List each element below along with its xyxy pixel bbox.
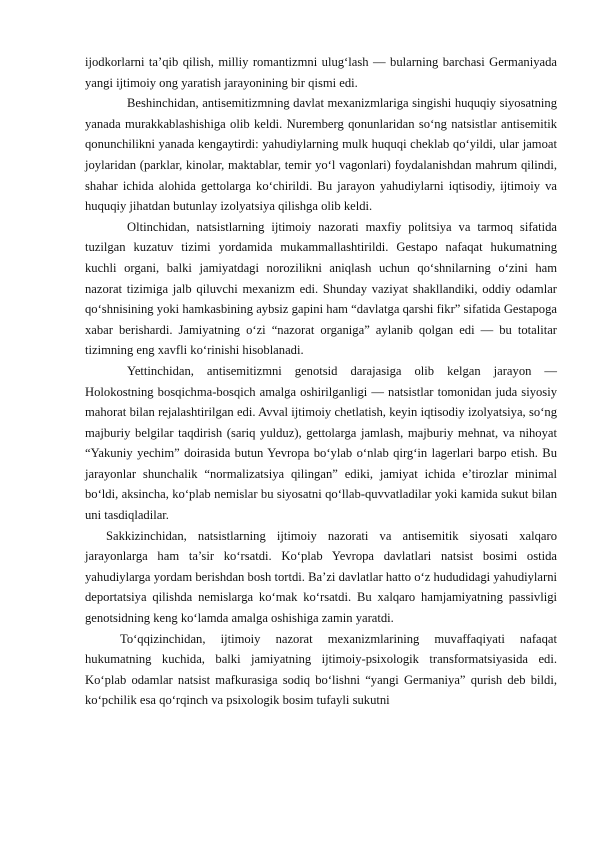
- paragraph-seventh: Yettinchidan, antisemitizmni genotsid darajasiga olib kelgan jarayon — Holokostning bosqichma-bosqich amalga oshirilganligi — natsistlar tomonidan juda siyosiy mahorat bilan rejalashtirilgan edi. Avval ijtimoiy chetlatish, keyin iqtisodiy izolyatsiya, so‘ng majburiy belgilar taqdirish (sariq yulduz), gettolarga jamlash, majburiy mehnat, va nihoyat “Yakuniy yechim” doirasida butun Yevropa bo‘ylab o‘nlab qirg‘in lagerlari barpo etish. Bu jarayonlar shunchalik “normalizatsiya qilingan” ediki, jamiyat ichida e’tirozlar minimal bo‘ldi, aksincha, ko‘plab nemislar bu siyosatni qo‘llab-quvvatladilar yoki kamida sukut bilan uni tasdiqladilar.: [85, 363, 557, 523]
- paragraph-sixth: Oltinchidan, natsistlarning ijtimoiy nazorati maxfiy politsiya va tarmoq sifatida tuzilgan kuzatuv tizimi yordamida mukammallashtirildi. Gestapo nafaqat hukumatning kuchli organi, balki jamiyatdagi norozilikni aniqlash uchun qo‘shnilarning o‘zini ham nazorat tizimiga jalb qiluvchi mexanizm edi. Shunday vaziyat shakllandiki, oddiy odamlar qo‘shnisining yoki hamkasbining aybsiz gapini ham “davlatga qarshi fikr” sifatida Gestapoga xabar berishardi. Jamiyatning o‘zi “nazorat organiga” aylanib qolgan edi — bu totalitar tizimning eng xavfli ko‘rinishi hisoblanadi.: [85, 219, 557, 358]
- paragraph-fifth: Beshinchidan, antisemitizmning davlat mexanizmlariga singishi huquqiy siyosatning yanada murakkablashishiga olib keldi. Nuremberg qonunlaridan so‘ng natsistlar antisemitik qonunchilikni yanada kengaytirdi: yahudiylarning mulk huquqi cheklab qo‘yildi, ular jamoat joylaridan (parklar, kinolar, maktablar, temir yo‘l vagonlari) foydalanishdan mahrum qilindi, shahar ichida alohida gettolarga ko‘chirildi. Bu jarayon yahudiylarni iqtisodiy, ijtimoiy va huquqiy jihatdan butunlay izolyatsiya qilishga olib keldi.: [85, 96, 557, 214]
- paragraph-continuation: ijodkorlarni ta’qib qilish, milliy romantizmni ulug‘lash — bularning barchasi Germaniyada yangi ijtimoiy ong yaratish jarayonining bir qismi edi.: [85, 55, 557, 90]
- paragraph-eighth: Sakkizinchidan, natsistlarning ijtimoiy nazorati va antisemitik siyosati xalqaro jarayonlarga ham ta’sir ko‘rsatdi. Ko‘plab Yevropa davlatlari natsist bosimi ostida yahudiylarga yordam berishdan bosh tortdi. Ba’zi davlatlar hatto o‘z hududidagi yahudiylarni deportatsiya qilishda nemislarga ko‘mak ko‘rsatdi. Bu xalqaro hamjamiyatning passivligi genotsidning keng ko‘lamda amalga oshishiga zamin yaratdi.: [85, 528, 557, 626]
- document-page: [85, 52, 557, 711]
- paragraph-ninth: To‘qqizinchidan, ijtimoiy nazorat mexanizmlarining muvaffaqiyati nafaqat hukumatning kuchida, balki jamiyatning ijtimoiy-psixologik transformatsiyasida edi. Ko‘plab odamlar natsist mafkurasiga sodiq bo‘lishni “yangi Germaniya” qurish deb bildi, ko‘pchilik esa qo‘rqinch va psixologik bosim tufayli sukutni: [85, 631, 557, 708]
